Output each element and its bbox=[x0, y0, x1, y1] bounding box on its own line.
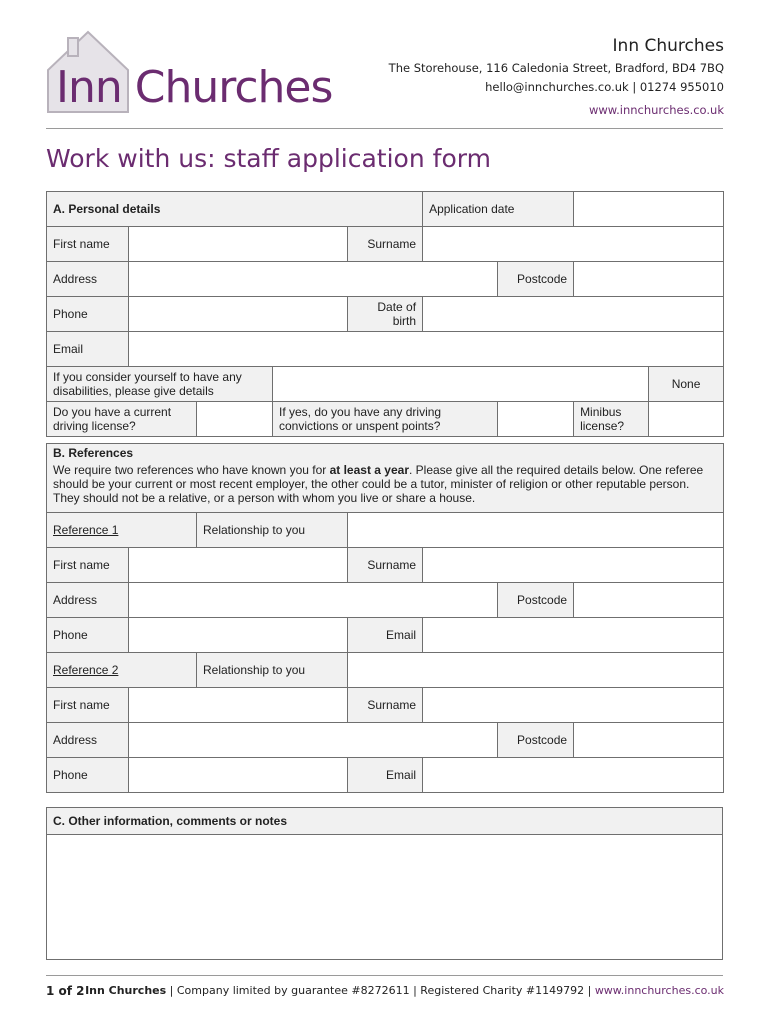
application-form-table bbox=[46, 191, 724, 793]
driving-license-label: Do you have a current driving license? bbox=[47, 402, 197, 437]
org-address: The Storehouse, 116 Caledonia Street, Bradford, BD4 7BQ bbox=[388, 61, 724, 75]
email-field[interactable] bbox=[129, 332, 724, 367]
ref1-surname-field[interactable] bbox=[423, 548, 724, 583]
ref1-address-field[interactable] bbox=[129, 583, 498, 618]
convictions-label: If yes, do you have any driving convictions or unspent points? bbox=[273, 402, 498, 437]
ref2-postcode-field[interactable] bbox=[574, 723, 724, 758]
ref2-email-label: Email bbox=[348, 758, 423, 793]
ref2-surname-field[interactable] bbox=[423, 688, 724, 723]
minibus-field[interactable] bbox=[649, 402, 724, 437]
intro-text-post: . Please give all the required details below. One referee should be your current or most recent employer, the other could be a tutor, minister of religion or other reputable person. They should not be a relative, or a person with whom you live or share a house. bbox=[53, 463, 704, 505]
ref2-relationship-label: Relationship to you bbox=[197, 653, 348, 688]
ref1-relationship-field[interactable] bbox=[348, 513, 724, 548]
section-a-heading: A. Personal details bbox=[47, 192, 423, 227]
ref2-postcode-label: Postcode bbox=[498, 723, 574, 758]
ref2-first-name-field[interactable] bbox=[129, 688, 348, 723]
disabilities-label: If you consider yourself to have any disabilities, please give details bbox=[47, 367, 273, 402]
ref2-email-field[interactable] bbox=[423, 758, 724, 793]
other-info-textarea[interactable] bbox=[47, 835, 723, 960]
ref2-address-label: Address bbox=[47, 723, 129, 758]
ref2-phone-field[interactable] bbox=[129, 758, 348, 793]
ref2-phone-label: Phone bbox=[47, 758, 129, 793]
phone-field[interactable] bbox=[129, 297, 348, 332]
section-b-heading: B. References bbox=[53, 446, 134, 460]
ref1-email-label: Email bbox=[348, 618, 423, 653]
section-c-table bbox=[46, 807, 723, 960]
ref1-relationship-label: Relationship to you bbox=[197, 513, 348, 548]
ref1-first-name-field[interactable] bbox=[129, 548, 348, 583]
section-spacer bbox=[47, 437, 724, 444]
phone-label: Phone bbox=[47, 297, 129, 332]
surname-label: Surname bbox=[348, 227, 423, 262]
application-date-field[interactable] bbox=[574, 192, 724, 227]
ref1-email-field[interactable] bbox=[423, 618, 724, 653]
footer-org: Inn Churches bbox=[85, 984, 167, 997]
ref2-relationship-field[interactable] bbox=[348, 653, 724, 688]
ref1-first-name-label: First name bbox=[47, 548, 129, 583]
ref1-postcode-field[interactable] bbox=[574, 583, 724, 618]
none-option[interactable]: None bbox=[649, 367, 724, 402]
ref2-surname-label: Surname bbox=[348, 688, 423, 723]
address-field[interactable] bbox=[129, 262, 498, 297]
ref1-phone-field[interactable] bbox=[129, 618, 348, 653]
ref1-postcode-label: Postcode bbox=[498, 583, 574, 618]
first-name-field[interactable] bbox=[129, 227, 348, 262]
org-name: Inn Churches bbox=[612, 36, 724, 56]
postcode-label: Postcode bbox=[498, 262, 574, 297]
dob-field[interactable] bbox=[423, 297, 724, 332]
first-name-label: First name bbox=[47, 227, 129, 262]
application-date-label: Application date bbox=[423, 192, 574, 227]
header-divider bbox=[46, 128, 723, 129]
disabilities-field[interactable] bbox=[273, 367, 649, 402]
reference-1-label: Reference 1 bbox=[47, 513, 197, 548]
ref1-surname-label: Surname bbox=[348, 548, 423, 583]
postcode-field[interactable] bbox=[574, 262, 724, 297]
surname-field[interactable] bbox=[423, 227, 724, 262]
ref2-address-field[interactable] bbox=[129, 723, 498, 758]
org-website[interactable]: www.innchurches.co.uk bbox=[588, 103, 724, 117]
reference-2-label: Reference 2 bbox=[47, 653, 197, 688]
footer-company-info: | Company limited by guarantee #8272611 | Registered Charity #1149792 | bbox=[166, 984, 595, 997]
ref1-address-label: Address bbox=[47, 583, 129, 618]
logo-wordmark: Inn Churches bbox=[56, 62, 333, 113]
page-number: 1 of 2 bbox=[46, 984, 85, 998]
intro-text-bold: at least a year bbox=[329, 463, 409, 477]
email-label: Email bbox=[47, 332, 129, 367]
ref1-phone-label: Phone bbox=[47, 618, 129, 653]
minibus-label: Minibus license? bbox=[574, 402, 649, 437]
address-label: Address bbox=[47, 262, 129, 297]
section-b-header bbox=[47, 444, 724, 513]
footer-website[interactable]: www.innchurches.co.uk bbox=[594, 984, 724, 997]
org-contact: hello@innchurches.co.uk | 01274 955010 bbox=[485, 80, 724, 94]
page-title: Work with us: staff application form bbox=[46, 144, 491, 173]
footer-details bbox=[85, 984, 724, 997]
section-c-heading: C. Other information, comments or notes bbox=[47, 808, 723, 835]
driving-license-field[interactable] bbox=[197, 402, 273, 437]
intro-text-pre: We require two references who have known you for bbox=[53, 463, 330, 477]
convictions-field[interactable] bbox=[498, 402, 574, 437]
footer-divider bbox=[46, 975, 723, 976]
dob-label: Date of birth bbox=[348, 297, 423, 332]
ref2-first-name-label: First name bbox=[47, 688, 129, 723]
